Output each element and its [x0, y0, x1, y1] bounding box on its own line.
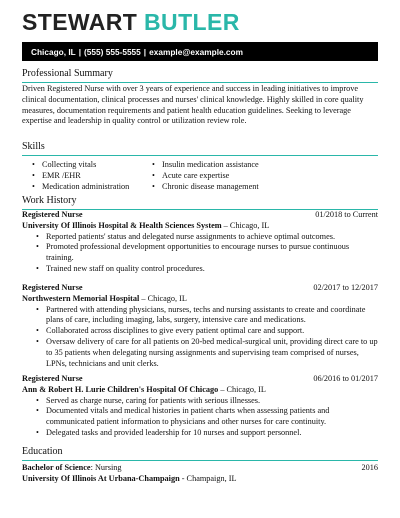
section-title-education: Education [22, 446, 378, 461]
job-bullet: • Trained new staff on quality control procedures. [36, 264, 378, 275]
contact-city: Chicago, IL [31, 46, 76, 57]
education-degree-row [22, 462, 378, 473]
job-bullets [22, 396, 378, 439]
job-dates: 02/2017 to 12/2017 [313, 283, 378, 292]
job-employer-line [22, 221, 378, 232]
job-employer-line [22, 385, 378, 396]
job-bullet: • Served as charge nurse, caring for patients with serious illnesses. [36, 396, 378, 407]
employer-location: – Chicago, IL [218, 384, 266, 394]
job-bullet: • Reported patients' status and delegated nurse assignments to achieve optimal outcomes. [36, 232, 378, 243]
job-title: Registered Nurse [22, 210, 83, 219]
first-name: STEWART [22, 9, 138, 35]
job-title: Registered Nurse [22, 374, 83, 383]
contact-separator: | [78, 46, 82, 57]
job-dates: 01/2018 to Current [315, 210, 378, 219]
skill-item: • EMR /EHR [32, 170, 152, 181]
job-bullet: • Partnered with attending physicians, nurses, techs and nursing assistants to create and coordinate plans of care, including imaging, labs, surgery, intensive care and medications. [36, 305, 378, 327]
contact-phone: (555) 555-5555 [84, 46, 141, 57]
last-name: BUTLER [144, 9, 240, 35]
job-bullet: • Oversaw delivery of care for all patients on 20-bed medical-surgical unit, providing direct care to up to 35 patients when delegating nursing assignments and supervising team comprised of nurses, LPNs, technicians and unit clerks. [36, 337, 378, 369]
education-degree-line [22, 462, 122, 473]
skill-item: • Chronic disease management [152, 181, 322, 192]
employer-name: Ann & Robert H. Lurie Children's Hospital Of Chicago [22, 384, 219, 394]
section-title-work-history: Work History [22, 195, 378, 210]
skill-item: • Medication administration [32, 181, 152, 192]
job-dates: 06/2016 to 01/2017 [313, 374, 378, 383]
job-bullet: • Delegated tasks and provided leadership for 10 nurses and support personnel. [36, 428, 378, 439]
employer-name: Northwestern Memorial Hospital [22, 293, 140, 303]
contact-separator: | [143, 46, 147, 57]
job-bullet: • Promoted professional development opportunities to encourage nurses to pursue continuous training. [36, 242, 378, 264]
skill-item: • Collecting vitals [32, 159, 152, 170]
summary-text: Driven Registered Nurse with over 3 years of experience and success in leading initiatives to improve clinical documentation, clinical processes and nurses' clinical knowledge. Highly skilled in core quality measures, documentation requirements and patient health education guidelines. Seeking to leverage expertise and leadership in quality control or utilization review role. [22, 84, 364, 126]
skill-item: • Insulin medication assistance [152, 159, 322, 170]
job-header [22, 374, 378, 385]
section-title-skills: Skills [22, 141, 378, 156]
education-school-line [22, 473, 378, 484]
section-title-summary: Professional Summary [22, 68, 378, 83]
contact-email[interactable]: example@example.com [149, 46, 243, 57]
job-employer-line [22, 294, 378, 305]
job-bullet: • Documented vitals and medical histories in patient charts when assessing patients and communicated patient information to physicians and other nurses for care continuity. [36, 406, 378, 428]
job-entry [22, 210, 378, 275]
job-bullet: • Collaborated across disciplines to give every patient optimal care and support. [36, 326, 378, 337]
education-entry [22, 462, 378, 484]
education-year: 2016 [361, 463, 378, 472]
job-bullets [22, 232, 378, 275]
job-bullets [22, 305, 378, 370]
job-title: Registered Nurse [22, 283, 83, 292]
skills-list [32, 159, 372, 192]
job-header [22, 210, 378, 221]
skill-item: • Acute care expertise [152, 170, 322, 181]
job-header [22, 283, 378, 294]
candidate-name [22, 8, 240, 36]
contact-bar [22, 42, 378, 61]
job-entry [22, 283, 378, 369]
job-entry [22, 374, 378, 439]
education-degree: Bachelor of Science [22, 463, 91, 472]
education-location: - Champaign, IL [179, 474, 237, 483]
employer-location: – Chicago, IL [221, 220, 270, 230]
education-field: : Nursing [90, 463, 122, 472]
employer-name: University Of Illinois Hospital & Health Sciences System [22, 220, 222, 230]
education-school: University Of Illinois At Urbana-Champaign [22, 474, 180, 483]
employer-location: – Chicago, IL [139, 293, 187, 303]
